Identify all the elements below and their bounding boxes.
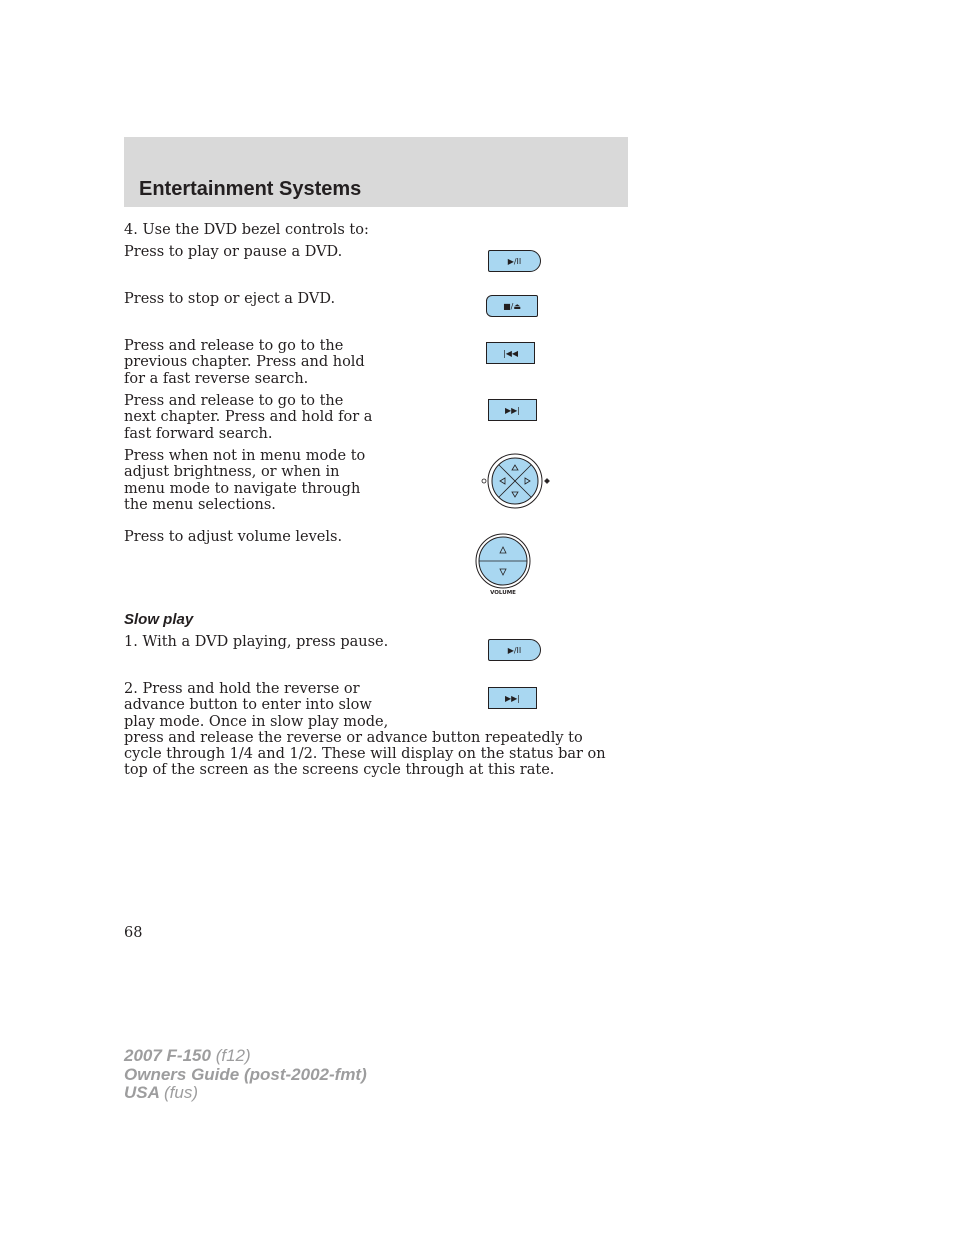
slow-play-pause-glyph: ▶/II bbox=[507, 645, 522, 655]
step-2-line-3: play mode. Once in slow play mode, bbox=[124, 713, 389, 730]
footer-line-3 bbox=[124, 1084, 367, 1103]
footer-market: USA bbox=[124, 1083, 160, 1102]
volume-label: VOLUME bbox=[490, 590, 516, 596]
slow-play-step-1: 1. With a DVD playing, press pause. bbox=[124, 634, 389, 650]
next-chapter-icon bbox=[488, 399, 537, 421]
document-footer bbox=[124, 1047, 367, 1103]
stop-eject-text: Press to stop or eject a DVD. bbox=[124, 291, 336, 307]
step-2-line-1: 2. Press and hold the reverse or bbox=[124, 681, 360, 697]
section-header bbox=[124, 137, 628, 207]
footer-market-code: (fus) bbox=[164, 1083, 198, 1102]
brightness-navigation-dial-icon bbox=[478, 452, 554, 512]
footer-model: 2007 F-150 bbox=[124, 1046, 211, 1065]
play-pause-text: Press to play or pause a DVD. bbox=[124, 244, 343, 260]
previous-chapter-text: Press and release to go to the previous chapter. Press and hold for a fast reverse search. bbox=[124, 338, 365, 387]
slow-play-heading: Slow play bbox=[124, 611, 194, 628]
brightness-text: Press when not in menu mode to adjust brightness, or when in menu mode to navigate through the menu selections. bbox=[124, 448, 366, 513]
footer-model-code: (f12) bbox=[215, 1046, 251, 1065]
page-number: 68 bbox=[124, 925, 143, 941]
slow-play-pause-icon bbox=[488, 639, 541, 661]
slow-play-advance-icon bbox=[488, 687, 537, 709]
footer-line-1 bbox=[124, 1047, 367, 1066]
play-pause-glyph: ▶/II bbox=[507, 256, 522, 266]
section-title: Entertainment Systems bbox=[139, 178, 362, 200]
volume-dial-icon bbox=[474, 532, 534, 596]
stop-eject-glyph: ■/⏏ bbox=[503, 301, 521, 311]
stop-eject-icon bbox=[486, 295, 538, 317]
footer-line-2: Owners Guide (post-2002-fmt) bbox=[124, 1064, 367, 1084]
previous-chapter-icon bbox=[486, 342, 535, 364]
previous-chapter-glyph: |◀◀ bbox=[503, 348, 518, 358]
slow-play-advance-glyph: ▶▶| bbox=[505, 693, 520, 703]
intro-text: 4. Use the DVD bezel controls to: bbox=[124, 222, 369, 238]
play-pause-icon bbox=[488, 250, 541, 272]
step-2-rest: press and release the reverse or advance button repeatedly to cycle through 1/4 and 1/2. These will display on the status bar on top of the screen as the screens cycle through at this rate. bbox=[124, 729, 606, 779]
step-2-line-2: advance button to enter into slow bbox=[124, 697, 372, 714]
slow-play-step-2 bbox=[124, 681, 614, 779]
volume-text: Press to adjust volume levels. bbox=[124, 529, 343, 545]
next-chapter-text: Press and release to go to the next chapter. Press and hold for a fast forward search. bbox=[124, 393, 373, 442]
next-chapter-glyph: ▶▶| bbox=[505, 405, 520, 415]
